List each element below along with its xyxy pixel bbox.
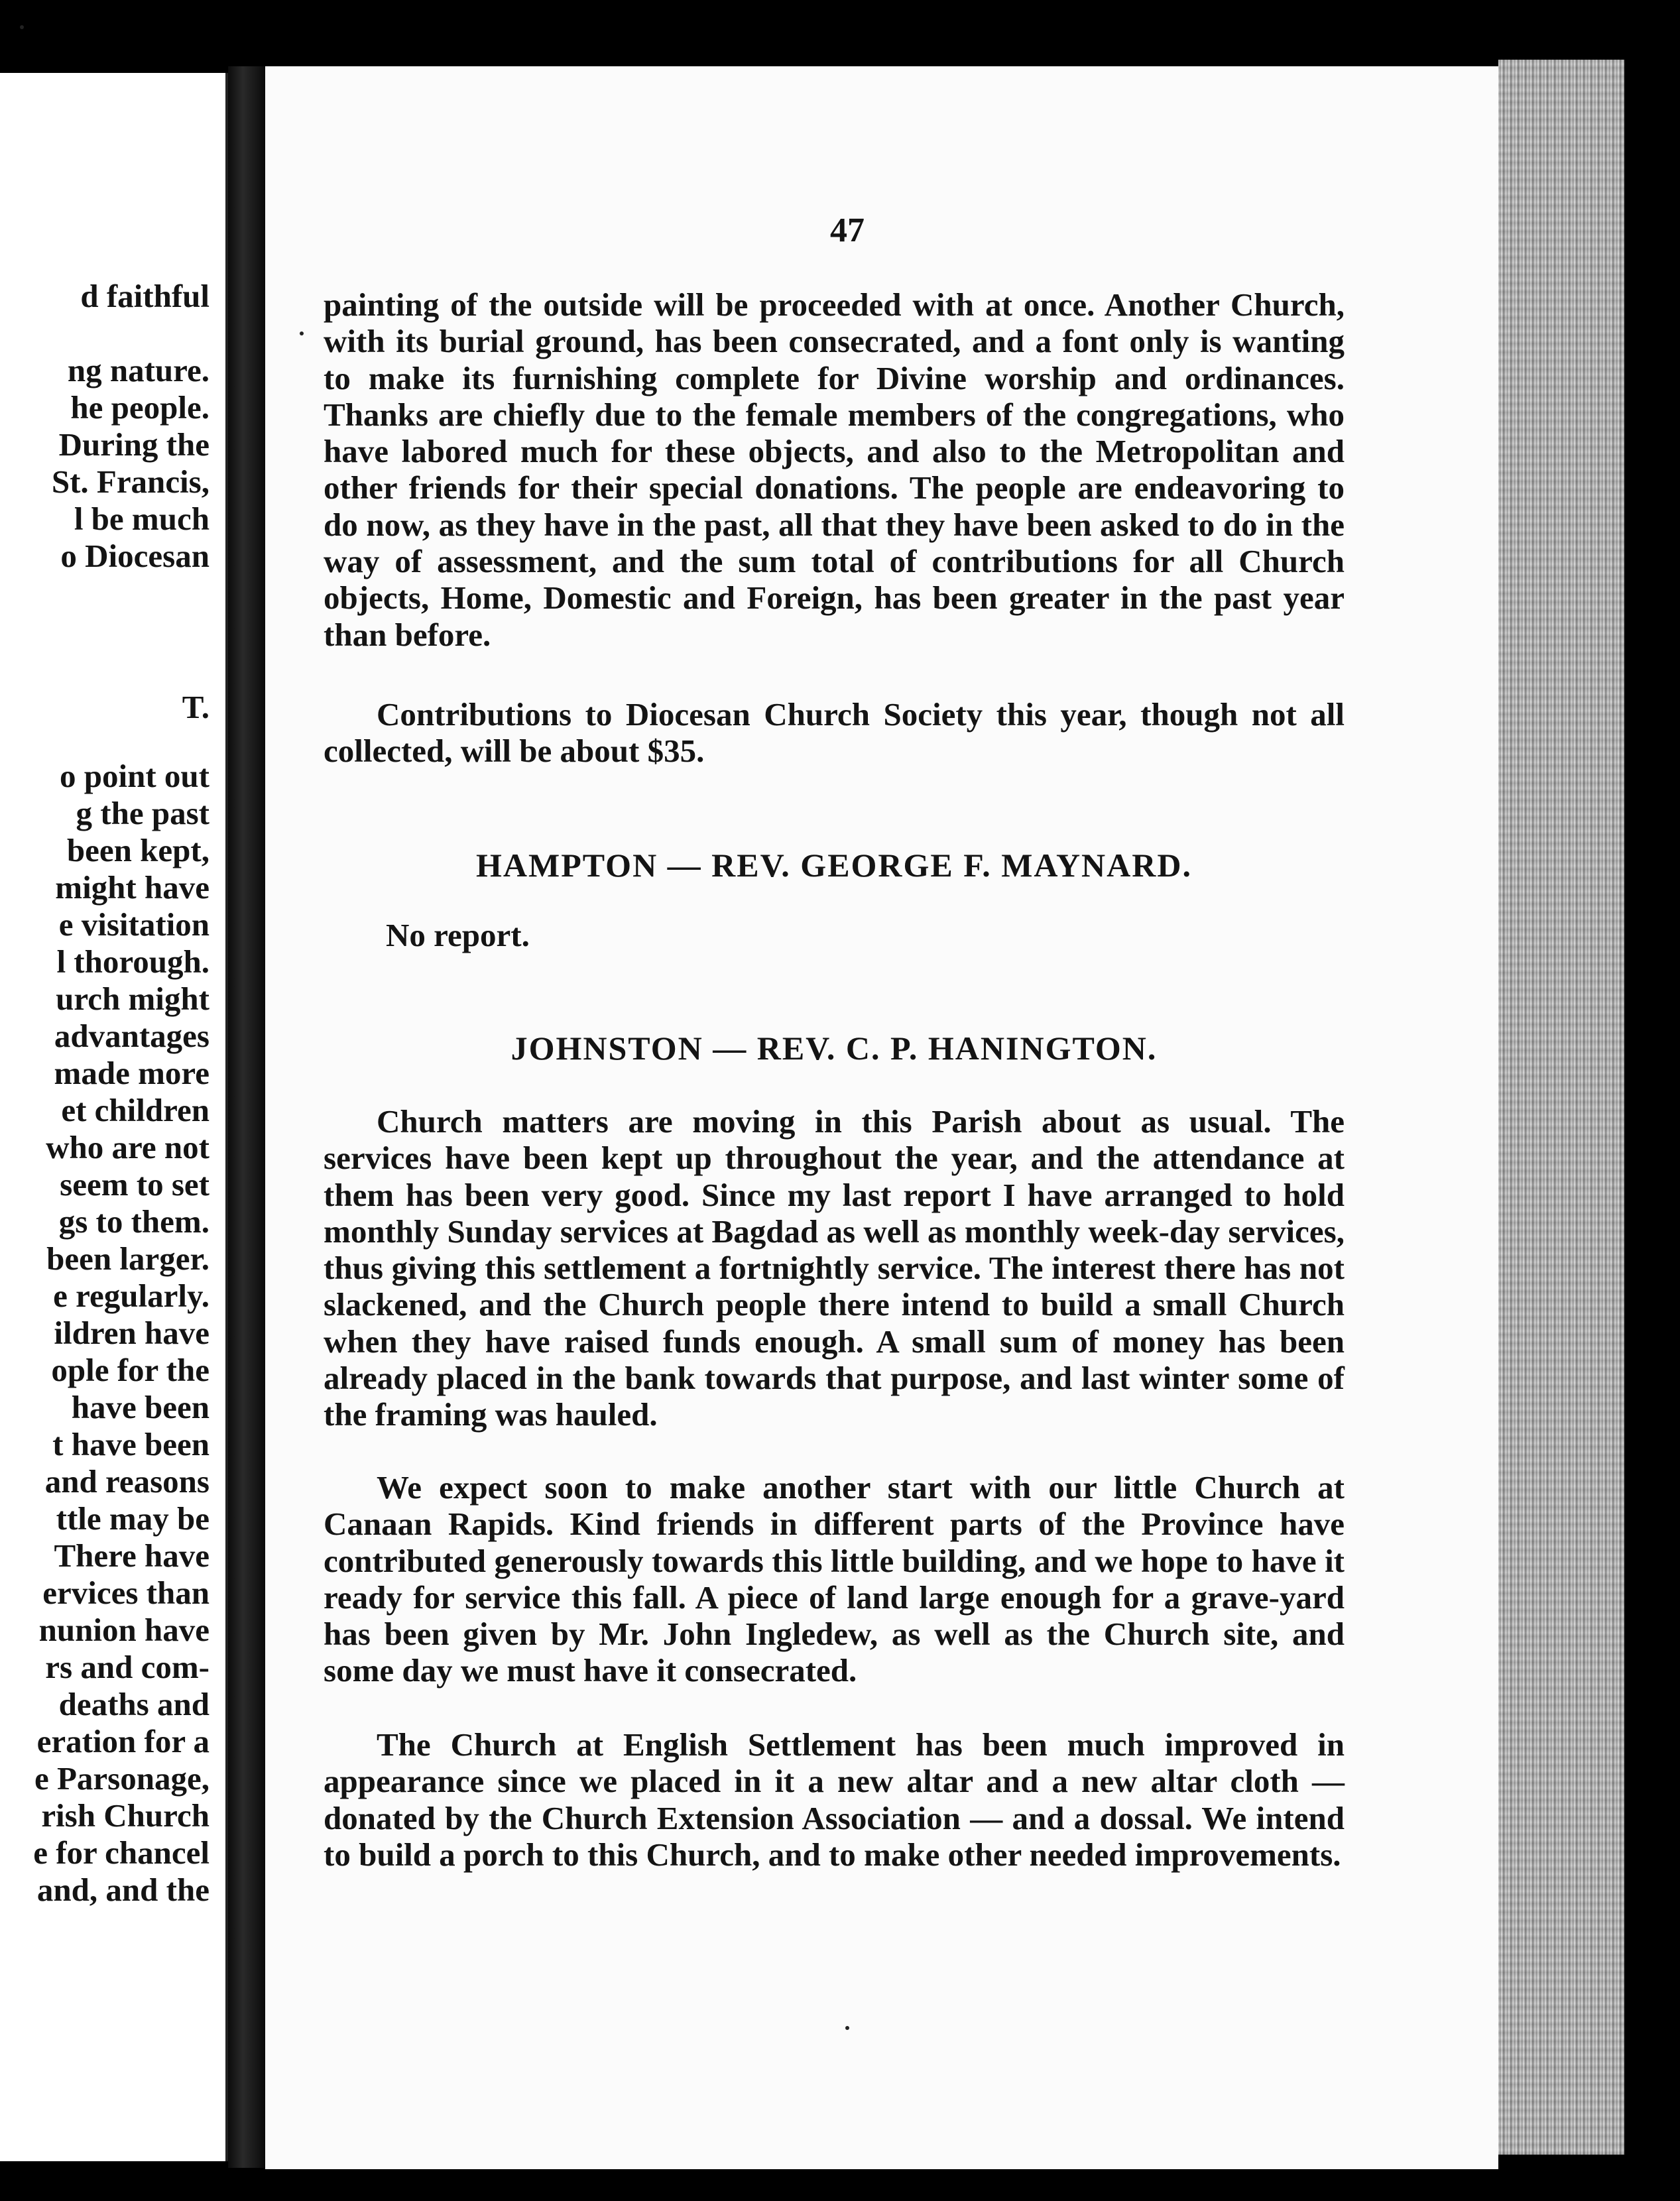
left-page-line: gs to them. [58,1203,210,1240]
left-page-line: who are not [46,1129,210,1165]
left-page-line: o Diocesan [60,538,210,574]
left-page-line: l thorough. [56,943,210,980]
left-page-line: ildren have [54,1315,210,1351]
left-page-line: ttle may be [56,1500,210,1537]
speck-mark [20,25,24,29]
johnston-paragraph-3: The Church at English Settlement has been much improved in appearance since we placed in it a new altar and a new altar cloth — donated by the Church Extension Association — and a dossal. We intend to build a porch to this Church, and to make other needed improvements. [324,1726,1345,1873]
left-page-line: o point out [59,758,210,794]
johnston-paragraph-2: We expect soon to make another start with our little Church at Canaan Rapids. Kind friends in different parts of the Province have contributed generously towards this little building, and we hope to have it ready for service this fall. A piece of land large enough for a grave-yard has been given by Mr. John Ingledew, as well as the Church site, and some day we must have it consecrated. [324,1469,1345,1689]
left-page-line: been kept, [66,832,210,868]
left-page-line: g the past [76,795,210,831]
left-page-line: St. Francis, [51,463,210,500]
left-page-line: e for chancel [33,1834,210,1871]
left-page-line: and, and the [36,1872,210,1908]
left-page-line: l be much [74,501,210,537]
left-page-line: ople for the [51,1352,210,1388]
left-page-line: rs and com- [45,1649,210,1685]
left-page-line: been larger. [46,1240,210,1277]
left-page-line: e visitation [58,906,210,943]
left-page-line: urch might [56,981,210,1017]
left-page-line: advantages [54,1018,210,1054]
speck-mark [845,2026,849,2030]
left-page-line: eration for a [36,1723,210,1759]
left-page-line: ervices than [42,1575,210,1611]
left-page-line: seem to set [60,1166,210,1203]
left-page-line: d faithful [80,278,210,314]
left-page-line: nunion have [38,1612,210,1648]
left-page-line: have been [71,1389,210,1425]
johnston-paragraph-1: Church matters are moving in this Parish about as usual. The services have been kept up throughout the year, and the attendance at them has been very good. Since my last report I have arranged to hold monthly Sunday services at Bagdad as well as monthly week-day services, thus giving this settlement a fortnightly service. The interest there has not slackened, and the Church people there intend to build a small Church when they have raised funds enough. A small sum of money has been already placed in the bank towards that purpose, and last winter some of the framing was hauled. [324,1103,1345,1433]
opening-paragraph: painting of the outside will be proceeded with at once. Another Church, with its burial ground, has been consecrated, and a font only is wanting to make its furnishing complete for Divine worship and ordinances. Thanks are chiefly due to the female members of the congregations, who have labored much for these objects, and also to the Metropolitan and other friends for their special donations. The people are endeavoring to do now, as they have in the past, all that they have been asked to do in the way of assessment, and the sum total of contributions for all Church objects, Home, Domestic and Foreign, has been greater in the past year than before. [324,286,1345,653]
hampton-report: No report. [386,917,530,953]
hampton-heading: HAMPTON — REV. GEORGE F. MAYNARD. [476,847,1192,884]
left-page-line: might have [55,869,210,906]
book-gutter [228,66,265,2168]
left-page-line: and reasons [44,1463,210,1500]
johnston-heading: JOHNSTON — REV. C. P. HANINGTON. [510,1030,1158,1067]
page-edges [1498,60,1624,2155]
left-page-line: he people. [70,389,210,426]
speck-mark [300,331,304,335]
left-page-line: et children [61,1092,210,1128]
left-page-line: t have been [52,1426,210,1462]
left-page-line: ng nature. [67,352,210,388]
left-page-line: e regularly. [53,1278,210,1314]
left-page-line: During the [58,426,210,463]
page-number: 47 [830,211,865,249]
left-page-line: T. [182,689,210,725]
left-page-line: rish Church [41,1797,210,1834]
left-page-line: deaths and [58,1686,210,1722]
left-page [0,73,228,2161]
left-page-line: There have [54,1537,210,1574]
left-page-line: e Parsonage, [34,1760,210,1797]
contributions-paragraph: Contributions to Diocesan Church Society this year, though not all collected, will be about $35. [324,696,1345,770]
left-page-line: made more [54,1055,210,1091]
